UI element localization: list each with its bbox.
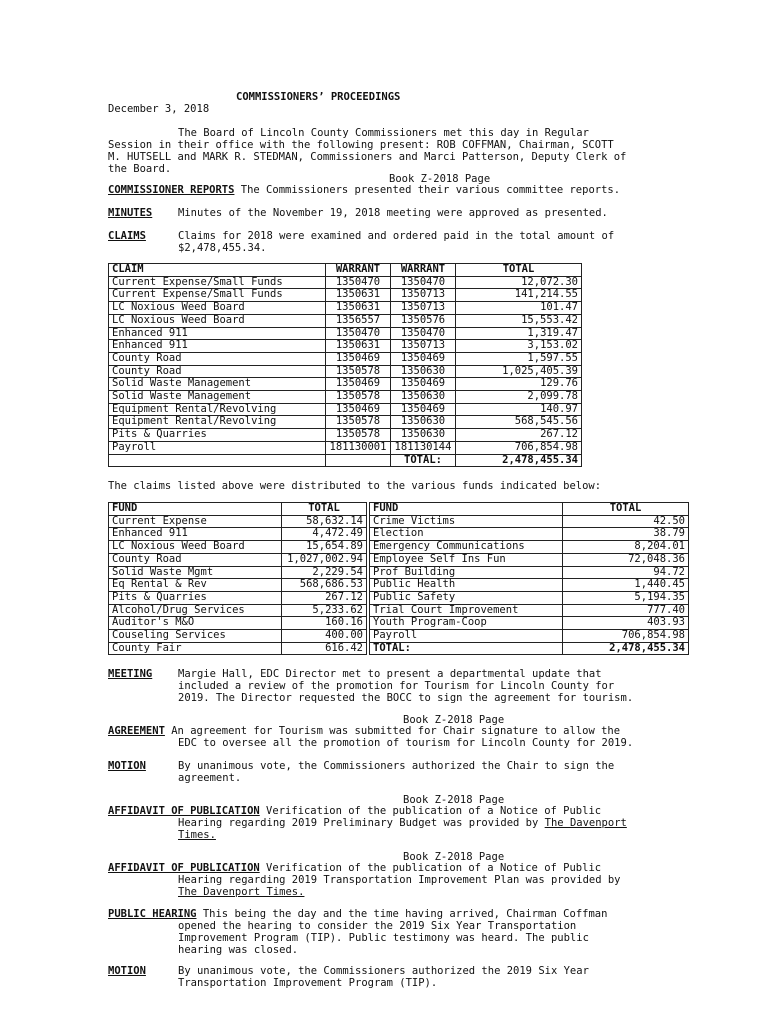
column-header: TOTAL: [563, 503, 689, 516]
table-row: [109, 642, 689, 655]
fund-total-cell: 1,027,002.94: [282, 553, 367, 566]
affidavit-2-line-3: The Davenport Times.: [178, 886, 305, 898]
empty-cell: [109, 454, 326, 467]
meeting-text-1: Margie Hall, EDC Director met to present a departmental update that: [178, 668, 602, 680]
column-header: CLAIM: [109, 264, 326, 277]
warrant-from-cell: 1350469: [326, 378, 391, 391]
fund-name-cell: Public Safety: [370, 591, 563, 604]
fund-total-cell: 38.79: [563, 528, 689, 541]
total-cell: 140.97: [456, 403, 582, 416]
warrant-to-cell: 1350470: [391, 327, 456, 340]
claim-cell: Equipment Rental/Revolving: [109, 416, 326, 429]
fund-name-cell: Couseling Services: [109, 630, 282, 643]
fund-name-cell: Pits & Quarries: [109, 591, 282, 604]
column-header: FUND: [109, 503, 282, 516]
fund-total-cell: 400.00: [282, 630, 367, 643]
fund-total-cell: 5,194.35: [563, 591, 689, 604]
motion-2-label: MOTION: [108, 965, 146, 977]
fund-name-cell: County Road: [109, 553, 282, 566]
claims-text-1: Claims for 2018 were examined and ordered paid in the total amount of: [178, 230, 615, 242]
claim-cell: Enhanced 911: [109, 340, 326, 353]
warrant-from-cell: 1350631: [326, 340, 391, 353]
warrant-from-cell: 1350469: [326, 403, 391, 416]
claim-cell: Current Expense/Small Funds: [109, 276, 326, 289]
fund-total-cell: 94.72: [563, 566, 689, 579]
section-text: This being the day and the time having arrived, Chairman Coffman: [202, 908, 608, 920]
public-hearing-line-1: [108, 908, 607, 921]
table-row: [109, 566, 689, 579]
meeting-date: December 3, 2018: [108, 103, 210, 115]
funds-table: [108, 502, 689, 655]
fund-total-cell: 5,233.62: [282, 604, 367, 617]
warrant-from-cell: 1350470: [326, 276, 391, 289]
section-text: Hearing regarding 2019 Preliminary Budget was provided by: [178, 817, 545, 829]
table-row: [109, 314, 582, 327]
affidavit-1-line-3: Times.: [178, 829, 216, 841]
table-row: [109, 378, 582, 391]
fund-name-cell: Emergency Communications: [370, 541, 563, 554]
commissioner-reports: [108, 184, 620, 197]
warrant-to-cell: 1350469: [391, 352, 456, 365]
warrant-from-cell: 181130001: [326, 441, 391, 454]
table-row: [109, 541, 689, 554]
total-cell: 1,025,405.39: [456, 365, 582, 378]
table-row: [109, 604, 689, 617]
warrant-to-cell: 1350630: [391, 391, 456, 404]
column-header: FUND: [370, 503, 563, 516]
affidavit-2-line-1: [108, 862, 601, 875]
public-hearing-line-2: opened the hearing to consider the 2019 Six Year Transportation: [178, 920, 577, 932]
total-cell: 267.12: [456, 429, 582, 442]
table-row: [109, 515, 689, 528]
book-page-1: Book Z-2018 Page: [389, 173, 491, 185]
warrant-from-cell: 1350631: [326, 289, 391, 302]
total-value: 2,478,455.34: [456, 454, 582, 467]
meeting-text-3: 2019. The Director requested the BOCC to sign the agreement for tourism.: [178, 692, 634, 704]
book-page-2: Book Z-2018 Page: [403, 714, 505, 726]
motion-2-text-1: By unanimous vote, the Commissioners authorized the 2019 Six Year: [178, 965, 589, 977]
section-label: AFFIDAVIT OF PUBLICATION: [108, 862, 260, 874]
total-cell: 2,099.78: [456, 391, 582, 404]
warrant-from-cell: 1350578: [326, 391, 391, 404]
fund-total-cell: 568,686.53: [282, 579, 367, 592]
table-row: [109, 403, 582, 416]
table-header-row: [109, 264, 582, 277]
affidavit-1-line-2: [178, 817, 627, 830]
total-cell: 3,153.02: [456, 340, 582, 353]
warrant-from-cell: 1350469: [326, 352, 391, 365]
warrant-to-cell: 1350713: [391, 340, 456, 353]
table-header-row: [109, 503, 689, 516]
table-row: [109, 617, 689, 630]
fund-total-cell: 42.50: [563, 515, 689, 528]
fund-total-cell: 1,440.45: [563, 579, 689, 592]
empty-cell: [326, 454, 391, 467]
fund-name-cell: Current Expense: [109, 515, 282, 528]
public-hearing-line-4: hearing was closed.: [178, 944, 299, 956]
total-cell: 1,319.47: [456, 327, 582, 340]
section-text: Verification of the publication of a Notice of Public: [266, 862, 602, 874]
total-cell: 129.76: [456, 378, 582, 391]
table-row: [109, 429, 582, 442]
total-cell: 1,597.55: [456, 352, 582, 365]
fund-name-cell: Prof Building: [370, 566, 563, 579]
warrant-to-cell: 181130144: [391, 441, 456, 454]
warrant-from-cell: 1350578: [326, 365, 391, 378]
warrant-from-cell: 1350470: [326, 327, 391, 340]
book-page-4: Book Z-2018 Page: [403, 851, 505, 863]
warrant-to-cell: 1350470: [391, 276, 456, 289]
table-row: [109, 365, 582, 378]
section-label: AFFIDAVIT OF PUBLICATION: [108, 805, 260, 817]
fund-name-cell: Solid Waste Mgmt: [109, 566, 282, 579]
fund-total-cell: 72,048.36: [563, 553, 689, 566]
fund-name-cell: Eq Rental & Rev: [109, 579, 282, 592]
fund-total-cell: 777.40: [563, 604, 689, 617]
fund-total-cell: 160.16: [282, 617, 367, 630]
funds-intro: The claims listed above were distributed to the various funds indicated below:: [108, 480, 602, 492]
fund-name-cell: Payroll: [370, 630, 563, 643]
fund-total-cell: 15,654.89: [282, 541, 367, 554]
table-row: [109, 528, 689, 541]
table-row: [109, 630, 689, 643]
table-row: [109, 553, 689, 566]
warrant-to-cell: 1350576: [391, 314, 456, 327]
fund-name-cell: Employee Self Ins Fun: [370, 553, 563, 566]
table-row: [109, 340, 582, 353]
table-row: [109, 352, 582, 365]
fund-name-cell: County Fair: [109, 642, 282, 655]
claim-cell: Solid Waste Management: [109, 391, 326, 404]
fund-total-cell: 706,854.98: [563, 630, 689, 643]
claim-cell: Pits & Quarries: [109, 429, 326, 442]
fund-total-cell: 267.12: [282, 591, 367, 604]
table-row: [109, 441, 582, 454]
motion-label: MOTION: [108, 760, 146, 772]
column-header: TOTAL: [456, 264, 582, 277]
fund-total-cell: 2,478,455.34: [563, 642, 689, 655]
warrant-to-cell: 1350469: [391, 378, 456, 391]
total-label: TOTAL:: [391, 454, 456, 467]
total-cell: 706,854.98: [456, 441, 582, 454]
fund-total-cell: 2,229.54: [282, 566, 367, 579]
table-row: [109, 302, 582, 315]
fund-total-cell: 8,204.01: [563, 541, 689, 554]
section-text: An agreement for Tourism was submitted for Chair signature to allow the: [171, 725, 621, 737]
public-hearing-line-3: Improvement Program (TIP). Public testimony was heard. The public: [178, 932, 589, 944]
document-title: COMMISSIONERS’ PROCEEDINGS: [236, 91, 401, 103]
claim-cell: Equipment Rental/Revolving: [109, 403, 326, 416]
table-total-row: [109, 454, 582, 467]
warrant-from-cell: 1356557: [326, 314, 391, 327]
fund-total-cell: 58,632.14: [282, 515, 367, 528]
section-text: The Commissioners presented their various committee reports.: [240, 184, 621, 196]
warrant-to-cell: 1350713: [391, 302, 456, 315]
table-row: [109, 579, 689, 592]
intro-line-2: Session in their office with the following present: ROB COFFMAN, Chairman, SCOTT: [108, 139, 614, 151]
total-cell: 568,545.56: [456, 416, 582, 429]
claims-text-2: $2,478,455.34.: [178, 242, 267, 254]
total-cell: 15,553.42: [456, 314, 582, 327]
fund-name-cell: Trial Court Improvement: [370, 604, 563, 617]
intro-line-4: the Board.: [108, 163, 172, 175]
warrant-from-cell: 1350631: [326, 302, 391, 315]
meeting-label: MEETING: [108, 668, 153, 680]
warrant-to-cell: 1350630: [391, 429, 456, 442]
warrant-from-cell: 1350578: [326, 429, 391, 442]
claim-cell: Current Expense/Small Funds: [109, 289, 326, 302]
column-header: TOTAL: [282, 503, 367, 516]
warrant-to-cell: 1350469: [391, 403, 456, 416]
table-row: [109, 276, 582, 289]
claim-cell: LC Noxious Weed Board: [109, 314, 326, 327]
fund-name-cell: Alcohol/Drug Services: [109, 604, 282, 617]
claim-cell: County Road: [109, 352, 326, 365]
table-row: [109, 416, 582, 429]
fund-total-cell: 403.93: [563, 617, 689, 630]
motion-text-1: By unanimous vote, the Commissioners authorized the Chair to sign the: [178, 760, 615, 772]
section-text: Verification of the publication of a Notice of Public: [266, 805, 602, 817]
fund-total-cell: 4,472.49: [282, 528, 367, 541]
warrant-to-cell: 1350630: [391, 416, 456, 429]
fund-name-cell: Public Health: [370, 579, 563, 592]
motion-2-text-2: Transportation Improvement Program (TIP).: [178, 977, 438, 989]
intro-line-1: The Board of Lincoln County Commissioners met this day in Regular: [178, 127, 589, 139]
table-row: [109, 591, 689, 604]
claim-cell: Payroll: [109, 441, 326, 454]
claims-table: [108, 263, 582, 467]
fund-total-cell: 616.42: [282, 642, 367, 655]
claim-cell: County Road: [109, 365, 326, 378]
table-row: [109, 327, 582, 340]
warrant-from-cell: 1350578: [326, 416, 391, 429]
affidavit-1-line-1: [108, 805, 601, 818]
section-label: COMMISSIONER REPORTS: [108, 184, 235, 196]
minutes-text: Minutes of the November 19, 2018 meeting were approved as presented.: [178, 207, 608, 219]
warrant-to-cell: 1350630: [391, 365, 456, 378]
table-row: [109, 289, 582, 302]
fund-name-cell: Youth Program-Coop: [370, 617, 563, 630]
book-page-3: Book Z-2018 Page: [403, 794, 505, 806]
fund-name-cell: TOTAL:: [370, 642, 563, 655]
column-header: WARRANT: [391, 264, 456, 277]
claim-cell: Enhanced 911: [109, 327, 326, 340]
warrant-to-cell: 1350713: [391, 289, 456, 302]
meeting-text-2: included a review of the promotion for Tourism for Lincoln County for: [178, 680, 615, 692]
table-row: [109, 391, 582, 404]
section-label: PUBLIC HEARING: [108, 908, 197, 920]
minutes-label: MINUTES: [108, 207, 153, 219]
motion-text-2: agreement.: [178, 772, 242, 784]
agreement-line-1: [108, 725, 620, 738]
fund-name-cell: LC Noxious Weed Board: [109, 541, 282, 554]
affidavit-2-line-2: Hearing regarding 2019 Transportation Improvement Plan was provided by: [178, 874, 621, 886]
column-header: WARRANT: [326, 264, 391, 277]
newspaper-name: The Davenport: [544, 817, 627, 829]
fund-name-cell: Auditor's M&O: [109, 617, 282, 630]
total-cell: 12,072.30: [456, 276, 582, 289]
total-cell: 101.47: [456, 302, 582, 315]
fund-name-cell: Crime Victims: [370, 515, 563, 528]
agreement-line-2: EDC to oversee all the promotion of tourism for Lincoln County for 2019.: [178, 737, 634, 749]
total-cell: 141,214.55: [456, 289, 582, 302]
claims-label: CLAIMS: [108, 230, 146, 242]
intro-line-3: M. HUTSELL and MARK R. STEDMAN, Commissioners and Marci Patterson, Deputy Clerk of: [108, 151, 627, 163]
claim-cell: Solid Waste Management: [109, 378, 326, 391]
section-label: AGREEMENT: [108, 725, 165, 737]
fund-name-cell: Election: [370, 528, 563, 541]
claim-cell: LC Noxious Weed Board: [109, 302, 326, 315]
fund-name-cell: Enhanced 911: [109, 528, 282, 541]
